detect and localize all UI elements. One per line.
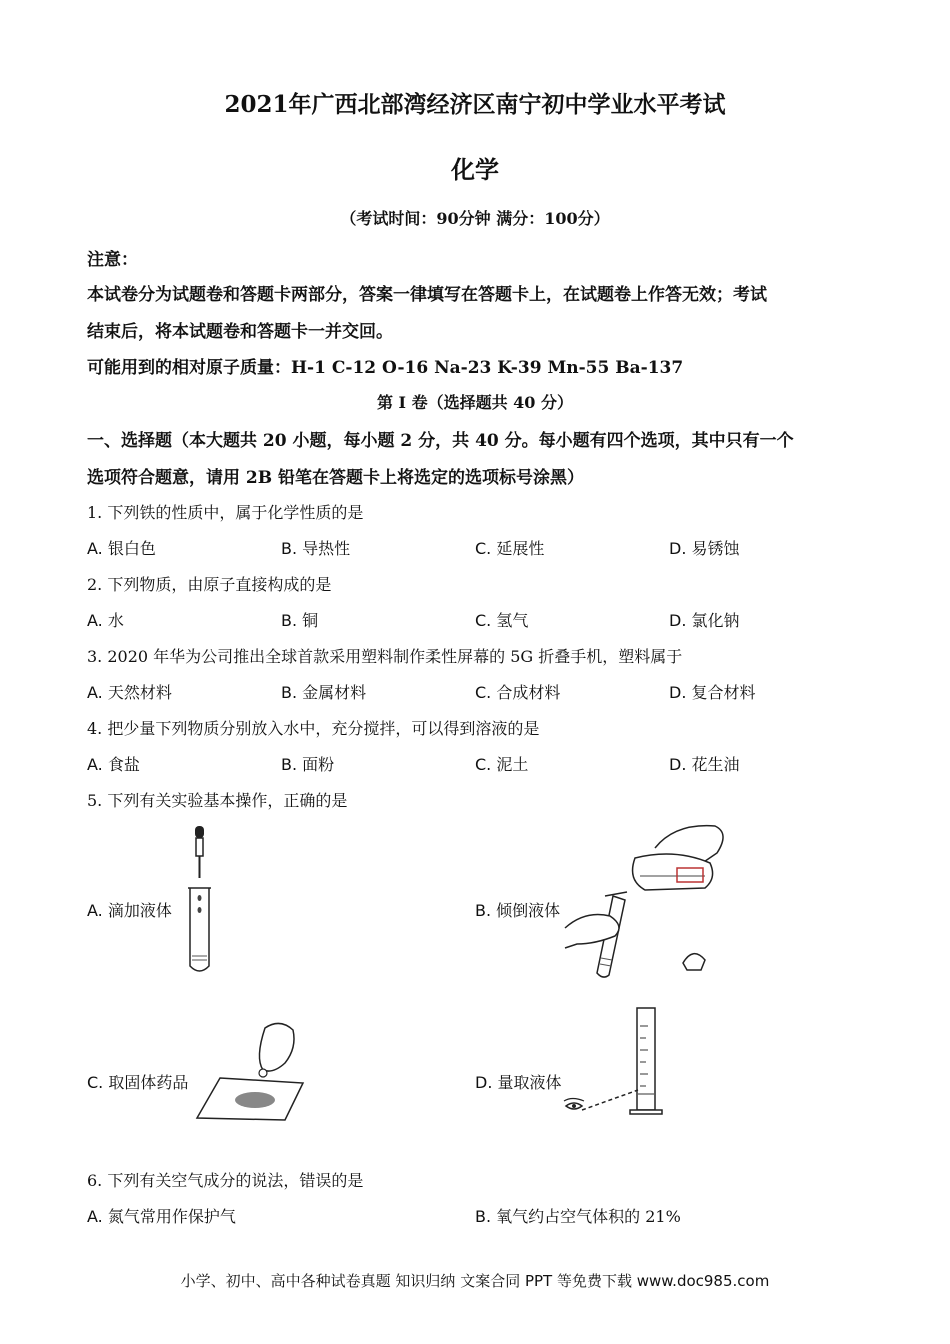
question-2-option-d: D. 氯化钠 [669,611,740,630]
question-1-stem: 1. 下列铁的性质中，属于化学性质的是 [87,503,364,522]
section-instruction-1: 一、选择题（本大题共 20 小题，每小题 2 分，共 40 分。每小题有四个选项，其中只有一个 [87,431,794,451]
question-6-option-b: B. 氧气约占空气体积的 21% [475,1207,681,1226]
pouring-liquid-figure [565,818,735,983]
section-instruction-2: 选项符合题意，请用 2B 铅笔在答题卡上将选定的选项标号涂黑） [87,468,585,488]
question-3-stem: 3. 2020 年华为公司推出全球首款采用塑料制作柔性屏幕的 5G 折叠手机，塑料属于 [87,647,683,666]
question-5-stem: 5. 下列有关实验基本操作，正确的是 [87,791,348,810]
question-1-option-b: B. 导热性 [281,539,351,558]
atomic-masses: 可能用到的相对原子质量：H-1 C-12 O-16 Na-23 K-39 Mn-55 Ba-137 [87,358,684,378]
question-4-option-a: A. 食盐 [87,755,140,774]
question-2-option-b: B. 铜 [281,611,319,630]
question-6-stem: 6. 下列有关空气成分的说法，错误的是 [87,1171,364,1190]
question-2-option-a: A. 水 [87,611,124,630]
subject-title: 化学 [451,155,499,184]
question-3-option-c: C. 合成材料 [475,683,561,702]
question-1-option-c: C. 延展性 [475,539,545,558]
notice-line-2: 结束后，将本试题卷和答题卡一并交回。 [87,322,393,342]
question-5-option-a: A. 滴加液体 [87,901,172,920]
question-3-option-b: B. 金属材料 [281,683,367,702]
notice-label: 注意： [87,250,138,270]
question-3-option-d: D. 复合材料 [669,683,756,702]
question-4-stem: 4. 把少量下列物质分别放入水中，充分搅拌，可以得到溶液的是 [87,719,540,738]
question-6-option-a: A. 氮气常用作保护气 [87,1207,236,1226]
measuring-cylinder-figure [562,1006,677,1128]
footer-text: 小学、初中、高中各种试卷真题 知识归纳 文案合同 PPT 等免费下载 www.doc985.com [180,1272,770,1290]
question-4-option-c: C. 泥土 [475,755,529,774]
exam-title: 2021年广西北部湾经济区南宁初中学业水平考试 [224,91,726,118]
question-2-stem: 2. 下列物质，由原子直接构成的是 [87,575,332,594]
notice-line-1: 本试卷分为试题卷和答题卡两部分，答案一律填写在答题卡上，在试题卷上作答无效；考试 [87,285,767,305]
exam-info: （考试时间：90分钟 满分：100分） [340,209,610,228]
question-5-option-d: D. 量取液体 [475,1073,562,1092]
question-5-option-c: C. 取固体药品 [87,1073,189,1092]
question-5-option-b: B. 倾倒液体 [475,901,561,920]
question-2-option-c: C. 氢气 [475,611,529,630]
question-1-option-d: D. 易锈蚀 [669,539,740,558]
section-title: 第 I 卷（选择题共 40 分） [376,393,574,412]
question-1-option-a: A. 银白色 [87,539,156,558]
question-3-option-a: A. 天然材料 [87,683,172,702]
question-4-option-b: B. 面粉 [281,755,335,774]
dropper-test-tube-figure [180,826,220,978]
question-4-option-d: D. 花生油 [669,755,740,774]
taking-solid-figure [195,1018,315,1123]
